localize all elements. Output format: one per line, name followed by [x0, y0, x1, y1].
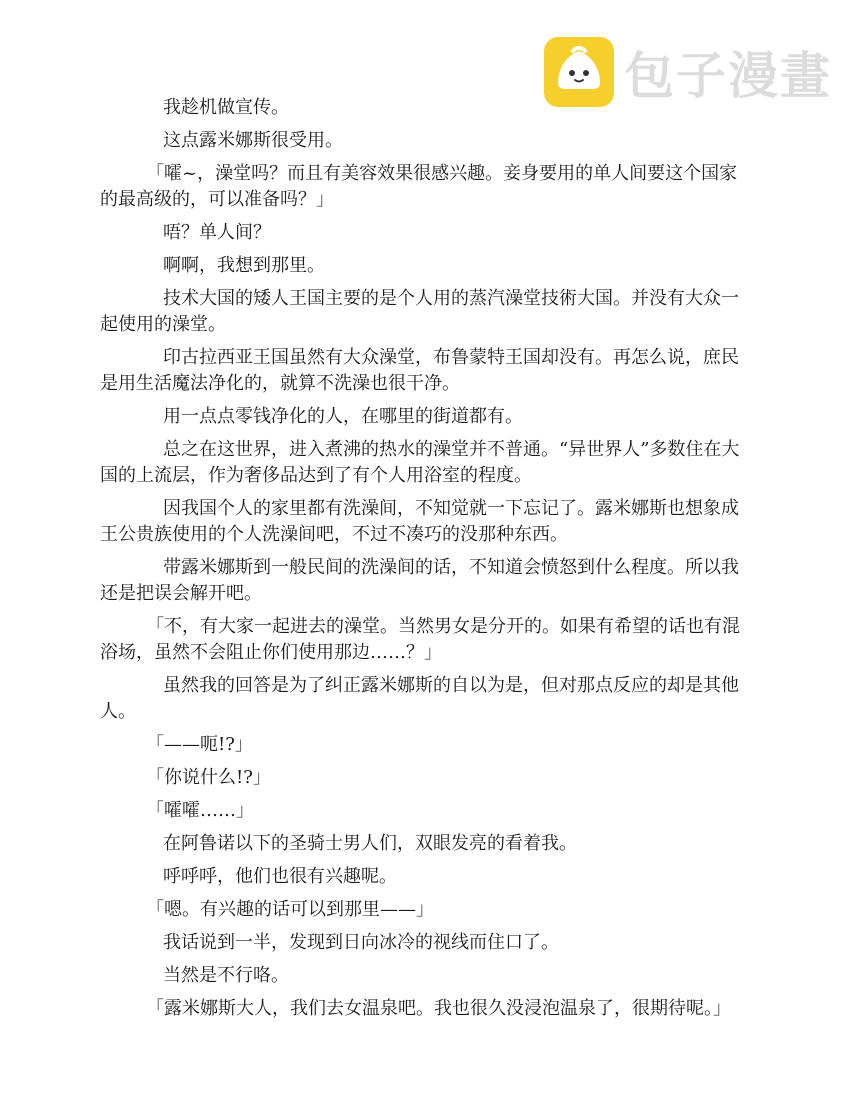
narration-paragraph: 虽然我的回答是为了纠正露米娜斯的自以为是，但对那点反应的却是其他人。	[100, 675, 739, 722]
dialogue-paragraph: 「嗯。有兴趣的话可以到那里——」	[146, 899, 434, 920]
narration-paragraph: 在阿鲁诺以下的圣骑士男人们，双眼发亮的看着我。	[163, 833, 577, 854]
narration-paragraph: 印古拉西亚王国虽然有大众澡堂，布鲁蒙特王国却没有。再怎么说，庶民是用生活魔法净化的，就算不洗澡也很干净。	[100, 347, 739, 394]
narration-paragraph: 技术大国的矮人王国主要的是个人用的蒸汽澡堂技術大国。并没有大众一起使用的澡堂。	[100, 288, 739, 335]
narration-paragraph: 当然是不行咯。	[163, 965, 289, 986]
dialogue-paragraph: 「嚯嚯……」	[146, 800, 254, 821]
narration-paragraph: 唔？单人间？	[163, 222, 271, 243]
narration-paragraph: 带露米娜斯到一般民间的洗澡间的话，不知道会愤怒到什么程度。所以我还是把误会解开吧。	[100, 557, 739, 604]
dialogue-paragraph: 「不，有大家一起进去的澡堂。当然男女是分开的。如果有希望的话也有混浴场，虽然不会阻止你们使用那边……？」	[100, 616, 740, 663]
watermark-text: 包子漫畫	[624, 47, 832, 105]
document-body	[100, 95, 750, 1029]
narration-paragraph: 呼呼呼，他们也很有兴趣呢。	[163, 866, 397, 887]
dialogue-paragraph: 「嚯~，澡堂吗？而且有美容效果很感兴趣。妾身要用的单人间要这个国家的最高级的，可以准备吗？」	[100, 163, 738, 210]
narration-paragraph: 我话说到一半，发现到日向冰冷的视线而住口了。	[163, 932, 559, 953]
narration-paragraph: 我趁机做宣传。	[163, 97, 289, 118]
narration-paragraph: 总之在这世界，进入煮沸的热水的澡堂并不普通。“异世界人”多数住在大国的上流层，作为奢侈品达到了有个人用浴室的程度。	[100, 439, 740, 486]
dialogue-paragraph: 「你说什么!?」	[146, 767, 271, 788]
dialogue-paragraph: 「露米娜斯大人，我们去女温泉吧。我也很久没浸泡温泉了，很期待呢。」	[146, 998, 731, 1019]
dialogue-paragraph: 「——呃!?」	[146, 734, 253, 755]
narration-paragraph: 这点露米娜斯很受用。	[163, 130, 343, 151]
narration-paragraph: 啊啊，我想到那里。	[163, 255, 325, 276]
narration-paragraph: 用一点点零钱净化的人，在哪里的街道都有。	[163, 406, 523, 427]
narration-paragraph: 因我国个人的家里都有洗澡间，不知觉就一下忘记了。露米娜斯也想象成王公贵族使用的个人洗澡间吧，不过不凑巧的没那种东西。	[100, 498, 739, 545]
